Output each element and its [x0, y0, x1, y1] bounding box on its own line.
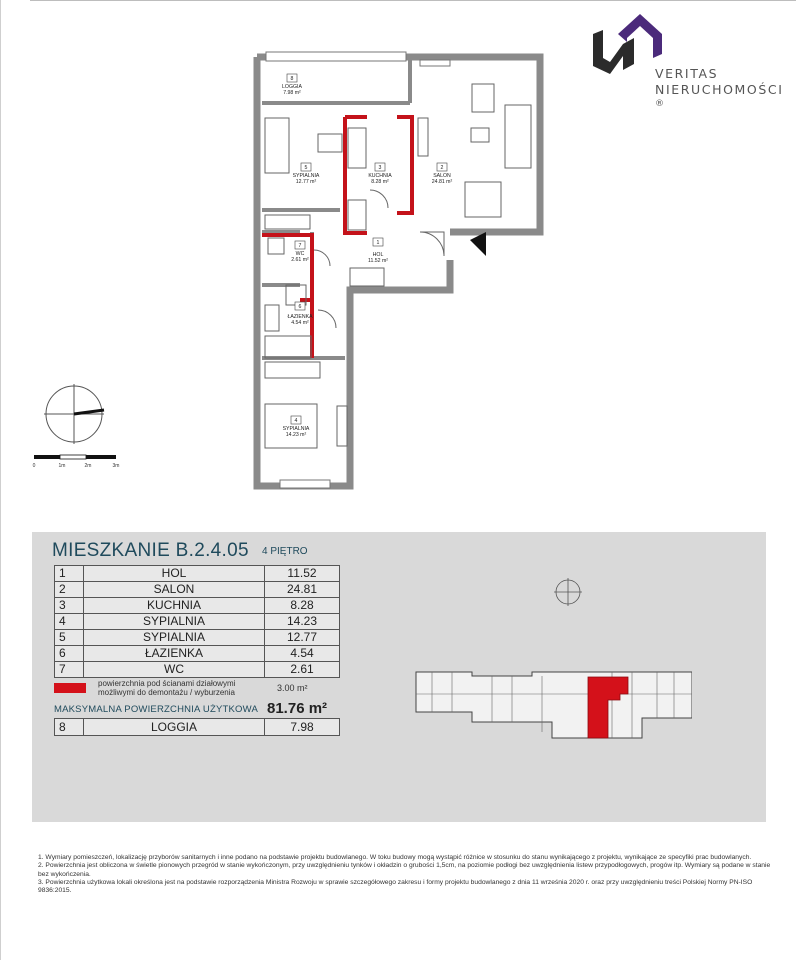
table-row [55, 662, 340, 678]
inner-walls [262, 60, 410, 358]
room-number: 7 [55, 662, 84, 678]
room-area: 2.61 m² [291, 257, 309, 263]
room-labels [282, 74, 452, 438]
room-label-hol [368, 238, 388, 264]
furniture [265, 84, 531, 448]
footnotes [38, 854, 773, 895]
room-name: KUCHNIA [368, 173, 392, 179]
removable-wall-swatch [54, 683, 86, 693]
table-row [55, 566, 340, 582]
room-label-salon [432, 163, 453, 185]
room-area: 14.23 m² [285, 432, 307, 438]
room-area: 14.23 [265, 614, 340, 630]
room-number: 8 [55, 719, 84, 736]
room-area: 2.61 [265, 662, 340, 678]
room-number: 4 [294, 418, 298, 424]
room-area: 24.81 [265, 582, 340, 598]
room-area: 12.77 m² [295, 179, 317, 185]
room-name: WC [295, 251, 305, 257]
table-row [55, 614, 340, 630]
room-label-wc [291, 241, 309, 263]
table-row [55, 582, 340, 598]
room-number: 8 [290, 76, 294, 82]
room-number: 6 [55, 646, 84, 662]
removable-wall-area: 3.00 m² [277, 683, 308, 693]
room-name: WC [84, 662, 265, 678]
room-area: 8.28 [265, 598, 340, 614]
max-area-label: MAKSYMALNA POWIERZCHNIA UŻYTKOWA [54, 704, 258, 715]
room-area: 4.54 [265, 646, 340, 662]
room-number: 7 [298, 243, 302, 249]
scale-label: 0 [32, 463, 36, 469]
brand-name: VERITAS [655, 66, 719, 81]
room-name: SALON [84, 582, 265, 598]
room-label-sypialnia-5 [293, 163, 320, 185]
compass-small-icon [554, 578, 582, 606]
room-name: SYPIALNIA [282, 426, 310, 432]
room-name: KUCHNIA [84, 598, 265, 614]
apartment-info-panel [32, 532, 766, 822]
rooms-table [54, 565, 340, 678]
room-label-kuchnia [368, 163, 392, 185]
room-area: 4.54 m² [291, 320, 309, 326]
scale-bar [33, 455, 120, 469]
room-area: 7.98 [265, 719, 340, 736]
room-number: 4 [55, 614, 84, 630]
room-name: HOL [84, 566, 265, 582]
floor-label: 4 PIĘTRO [262, 546, 308, 557]
table-row [55, 719, 340, 736]
room-area: 8.28 m² [371, 179, 389, 185]
table-row [55, 646, 340, 662]
room-label-lazienka [287, 302, 313, 326]
room-area: 11.52 [265, 566, 340, 582]
room-name: SYPIALNIA [84, 614, 265, 630]
apartment-title: MIESZKANIE B.2.4.05 [52, 540, 249, 561]
max-area-value: 81.76 m² [267, 700, 328, 717]
room-name: ŁAZIENKA [287, 314, 313, 320]
scale-label: 2m [84, 463, 92, 469]
footnote: 1. Wymiary pomieszczeń, lokalizację przyborów sanitarnych i inne podano na podstawie projektu budowlanego. W toku budowy mogą wystąpić różnice w stosunku do stanu wynikającego z projektu, wynikające ze specyfiki prac budowlanych. [38, 854, 752, 861]
footnote: 3. Powierzchnia użytkowa lokali określona jest na podstawie rozporządzenia Ministra Rozwoju w sprawie szczegółowego zakresu i formy projektu budowlanego z dnia 11 września 2020 r. oraz przy uwzględnieniu treści Polskiej Normy PN-ISO 9836:2015. [38, 878, 753, 895]
room-area: 12.77 [265, 630, 340, 646]
room-name: SYPIALNIA [84, 630, 265, 646]
building-key-plan [412, 572, 692, 762]
room-number: 2 [440, 165, 444, 171]
room-number: 6 [298, 304, 302, 310]
brand-registered: ® [655, 99, 664, 109]
scale-label: 1m [58, 463, 66, 469]
room-number: 3 [378, 165, 382, 171]
room-name: SYPIALNIA [292, 173, 320, 179]
entrance-arrow-icon [470, 232, 486, 256]
room-area: 7.98 m² [283, 90, 301, 96]
room-name: HOL [372, 252, 384, 258]
room-area: 24.81 m² [431, 179, 453, 185]
loggia-table [54, 718, 340, 736]
table-row [55, 630, 340, 646]
room-number: 2 [55, 582, 84, 598]
scale-label: 3m [112, 463, 120, 469]
footnote: 2. Powierzchnia jest obliczona w świetle pionowych przegród w stanie wykończonym, przy uwzględnieniu tynków i okładzin o grubości 1,5cm, na poziomie podłogi bez uwzględnienia listew przypodłogowych, progów itp. Wymiary są podane w stanie bez wykończenia. [38, 862, 771, 878]
room-area: 11.52 m² [367, 258, 389, 264]
room-number: 5 [55, 630, 84, 646]
room-label-sypialnia-4 [283, 416, 310, 438]
room-name: LOGGIA [84, 719, 265, 736]
brand-subtitle: NIERUCHOMOŚCI [655, 82, 784, 97]
room-name: SALON [433, 173, 451, 179]
room-number: 3 [55, 598, 84, 614]
room-label-loggia [282, 74, 302, 96]
compass-icon [44, 384, 104, 444]
building-outline [416, 672, 692, 738]
room-number: 1 [376, 240, 380, 246]
table-row [55, 598, 340, 614]
room-name: ŁAZIENKA [84, 646, 265, 662]
room-number: 5 [304, 165, 308, 171]
room-name: LOGGIA [282, 84, 302, 90]
room-number: 1 [55, 566, 84, 582]
removable-wall-legend: powierzchnia pod ścianami działowymi możliwymi do demontażu / wyburzenia [98, 679, 236, 697]
